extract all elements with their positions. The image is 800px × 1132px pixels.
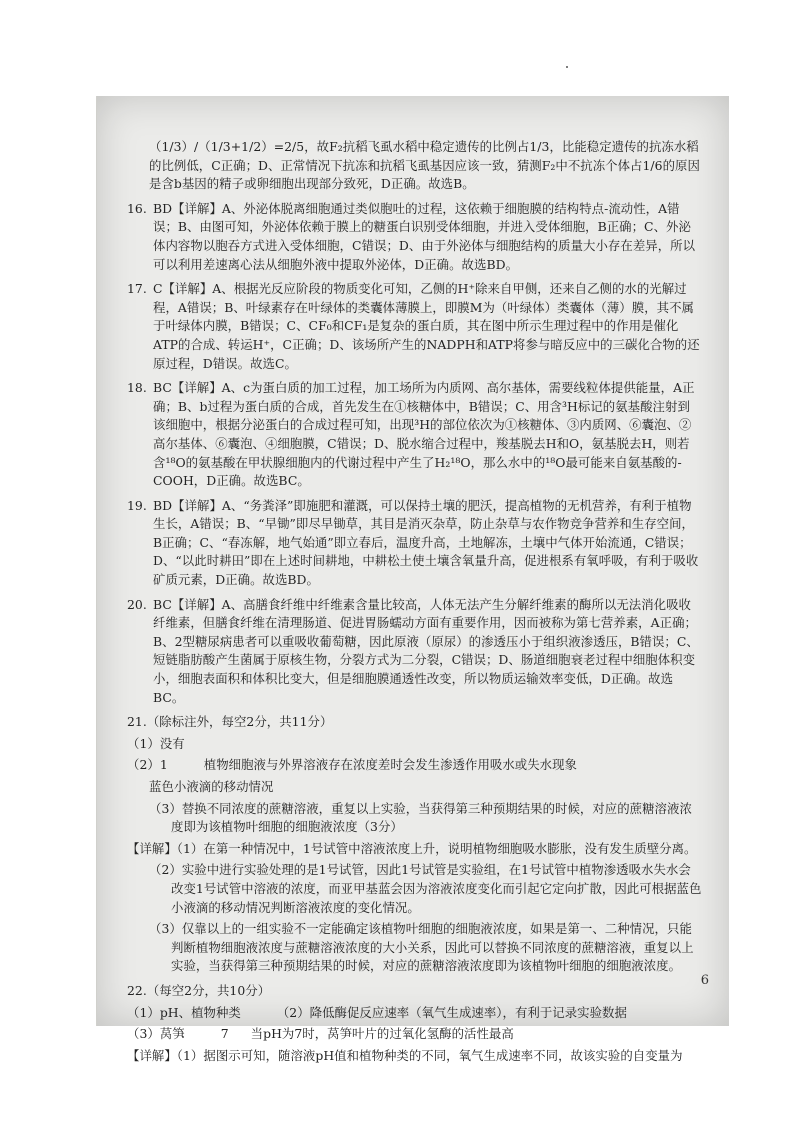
- q15-continuation: [127, 138, 702, 194]
- answer-21-part2-line2: 蓝色小液滴的移动情况: [149, 779, 274, 794]
- answer-16: [127, 200, 702, 274]
- answer-20: [127, 596, 702, 708]
- answer-22: [127, 982, 702, 1065]
- answer-22-part2: （2）降低酶促反应速率（氧气生成速率），有利于记录实验数据: [276, 1004, 627, 1020]
- answer-21-heading: 21.（除标注外，每空2分，共11分）: [127, 714, 333, 730]
- answer-17: [127, 280, 702, 373]
- answer-18-number: 18.: [127, 380, 147, 396]
- q15-text: （1/3）/（1/3+1/2）=2/5，故F₂抗稻飞虱水稻中稳定遗传的比例占1/3，比能稳定遗传的抗冻水稻的比例低，C正确；D、正常情况下抗冻和抗稻飞虱基因应该一致，猜测F₂中不抗冻个体占1/6的原因是含b基因的精子或卵细胞出现部分致死，D正确。故选B。: [149, 139, 700, 192]
- answer-21-part2-text: 植物细胞液与外界溶液存在浓度差时会发生渗透作用吸水或失水现象: [203, 757, 577, 773]
- answer-21-part1: （1）没有: [127, 735, 185, 751]
- answer-22-part3-text: 当pH为7时，莴笋叶片的过氧化氢酶的活性最高: [250, 1026, 514, 1042]
- answer-21-part2-number: （2）1: [127, 757, 168, 773]
- answer-19: [127, 497, 702, 590]
- answer-text-body: [127, 138, 702, 1071]
- answer-16-number: 16.: [127, 200, 147, 216]
- answer-18: [127, 379, 702, 491]
- answer-20-text: BC【详解】A、高膳食纤维中纤维素含量比较高，人体无法产生分解纤维素的酶所以无法消化吸收纤维素，但膳食纤维在清理肠道、促进胃肠蠕动方面有重要作用，因而被称为第七营养素，A正确；B、2型糖尿病患者可以重吸收葡萄糖，因此原液（原尿）的渗透压小于组织液渗透压，B错误；C、短链脂肪酸产生菌属于原核生物，分裂方式为二分裂，C错误；D、肠道细胞衰老过程中细胞体积变小，细胞表面积和体积比变大，但是细胞膜通透性改变，所以物质运输效率变低，D正确。故选BC。: [153, 596, 699, 705]
- answer-22-part3: [127, 1025, 702, 1044]
- answer-21: [127, 713, 702, 976]
- answer-22-part3-label: （3）莴笋: [127, 1026, 185, 1042]
- answer-21-part2: [127, 756, 702, 775]
- answer-20-number: 20.: [127, 596, 147, 612]
- scan-speck-top: [566, 66, 568, 68]
- answer-17-number: 17.: [127, 281, 147, 297]
- answer-22-parts-1-2: [127, 1004, 702, 1023]
- answer-17-text: C【详解】A、根据光反应阶段的物质变化可知，乙侧的H⁺除来自甲侧，还来自乙侧的水的光解过程，A错误；B、叶绿素存在叶绿体的类囊体薄膜上，即膜M为（叶绿体）类囊体（薄）膜，其不属于叶绿体内膜，B错误；C、CF₀和CF₁是复杂的蛋白质，其在图中所示生理过程中的作用是催化ATP的合成、转运H⁺，C正确；D、该场所产生的NADPH和ATP将参与暗反应中的三碳化合物的还原过程，D错误。故选C。: [153, 281, 700, 371]
- answer-21-part3: （3）替换不同浓度的蔗糖溶液，重复以上实验，当获得第三种预期结果的时候，对应的蔗糖溶液浓度即为该植物叶细胞的细胞液浓度（3分）: [149, 800, 692, 835]
- answer-19-number: 19.: [127, 497, 147, 513]
- answer-16-text: BD【详解】A、外泌体脱离细胞通过类似胞吐的过程，这依赖于细胞膜的结构特点-流动性，A错误；B、由图可知，外泌体依赖于膜上的糖蛋白识别受体细胞，并进入受体细胞，B正确；C、外泌体内容物以胞吞方式进入受体细胞，C错误；D、由于外泌体与细胞结构的质量大小存在差异，所以可以利用差速离心法从细胞外液中提取外泌体，D正确。故选BD。: [153, 200, 696, 272]
- answer-22-part1: （1）pH、植物种类: [127, 1004, 241, 1020]
- answer-22-detail: 【详解】（1）据图示可知，随溶液pH值和植物种类的不同，氧气生成速率不同，故该实验的自变量为: [127, 1047, 683, 1063]
- answer-22-part3-number: 7: [220, 1026, 229, 1042]
- page-number: 6: [700, 973, 709, 988]
- answer-22-heading: 22.（每空2分，共10分）: [127, 982, 271, 998]
- answer-21-detail-3: （3）仅靠以上的一组实验不一定能确定该植物叶细胞的细胞液浓度，如果是第一、二种情况，只能判断植物细胞液浓度与蔗糖溶液浓度的大小关系，因此可以替换不同浓度的蔗糖溶液，重复以上实验，当获得第三种预期结果的时候，对应的蔗糖溶液浓度即为该植物叶细胞的细胞液浓度。: [149, 921, 694, 974]
- answer-19-text: BD【详解】A、“务粪泽”即施肥和灌溉，可以保持土壤的肥沃，提高植物的无机营养，有利于植物生长，A错误；B、“早锄”即尽早锄草，其目是消灭杂草，防止杂草与农作物竞争营养和生存空间，B正确；C、“春冻解，地气始通”即立春后，温度升高，土地解冻，土壤中气体开始流通，C错误；D、“以此时耕田”即在上述时间耕地，中耕松土使土壤含氧量升高，促进根系有氧呼吸，有利于吸收矿质元素，D正确。故选BD。: [153, 497, 699, 588]
- answer-18-text: BC【详解】A、c为蛋白质的加工过程，加工场所为内质网、高尔基体，需要线粒体提供能量，A正确；B、b过程为蛋白质的合成，首先发生在①核糖体中，B错误；C、用含³H标记的氨基酸注射到该细胞中，根据分泌蛋白的合成过程可知，出现³H的部位依次为①核糖体、③内质网、⑥囊泡、②高尔基体、⑥囊泡、④细胞膜，C错误；D、脱水缩合过程中，羧基脱去H和O，氨基脱去H，则若含¹⁸O的氨基酸在甲状腺细胞内的代谢过程中产生了H₂¹⁸O，那么水中的¹⁸O最可能来自氨基酸的-COOH，D正确。故选BC。: [153, 380, 695, 489]
- answer-21-detail-1: 【详解】（1）在第一种情况中，1号试管中溶液浓度上升，说明植物细胞吸水膨胀，没有发生质壁分离。: [127, 840, 697, 856]
- answer-21-detail-2: （2）实验中进行实验处理的是1号试管，因此1号试管是实验组，在1号试管中植物渗透吸水失水会改变1号试管中溶液的浓度，而亚甲基蓝会因为溶液浓度变化而引起它定向扩散，因此可根据蓝色小液滴的移动情况判断溶液浓度的变化情况。: [149, 862, 702, 915]
- scanned-page: [96, 96, 729, 1063]
